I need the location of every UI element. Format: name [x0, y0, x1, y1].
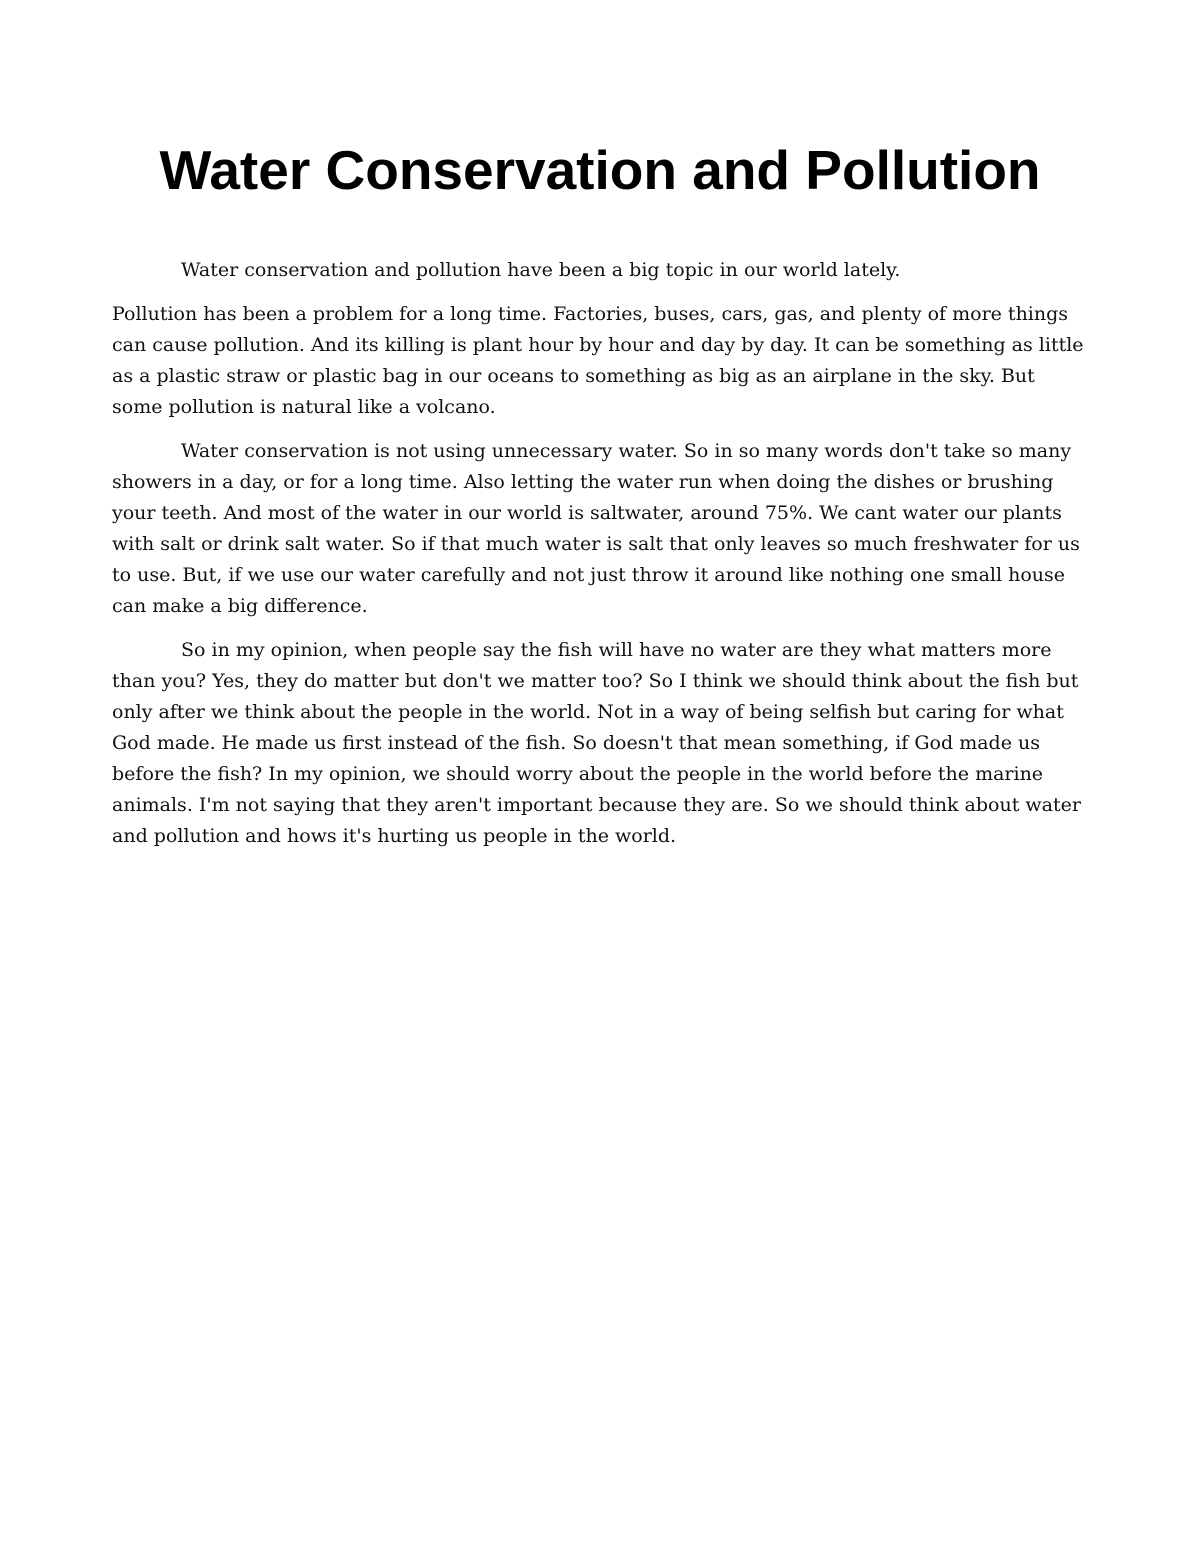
paragraph-pollution: Pollution has been a problem for a long time. Factories, buses, cars, gas, and plenty of more things can cause pollution. And its killing is plant hour by hour and day by day. It can be something as little as a plastic straw or plastic bag in our oceans to something as big as an airplane in the sky. But some pollution is natural like a volcano.	[112, 303, 1084, 418]
document-body	[112, 255, 1084, 865]
document-title: Water Conservation and Pollution	[159, 139, 1041, 201]
paragraph-opinion: So in my opinion, when people say the fish will have no water are they what matters more than you? Yes, they do matter but don't we matter too? So I think we should think about the fish but only after we think about the people in the world. Not in a way of being selfish but caring for what God made. He made us first instead of the fish. So doesn't that mean something, if God made us before the fish? In my opinion, we should worry about the people in the world before the marine animals. I'm not saying that they aren't important because they are. So we should think about water and pollution and hows it's hurting us people in the world.	[112, 639, 1081, 847]
paragraph-intro: Water conservation and pollution have been a big topic in our world lately.	[181, 259, 901, 281]
paragraph-water-conservation: Water conservation is not using unnecessary water. So in so many words don't take so many showers in a day, or for a long time. Also letting the water run when doing the dishes or brushing your teeth. And most of the water in our world is saltwater, around 75%. We cant water our plants with salt or drink salt water. So if that much water is salt that only leaves so much freshwater for us to use. But, if we use our water carefully and not just throw it around like nothing one small house can make a big difference.	[112, 440, 1080, 617]
